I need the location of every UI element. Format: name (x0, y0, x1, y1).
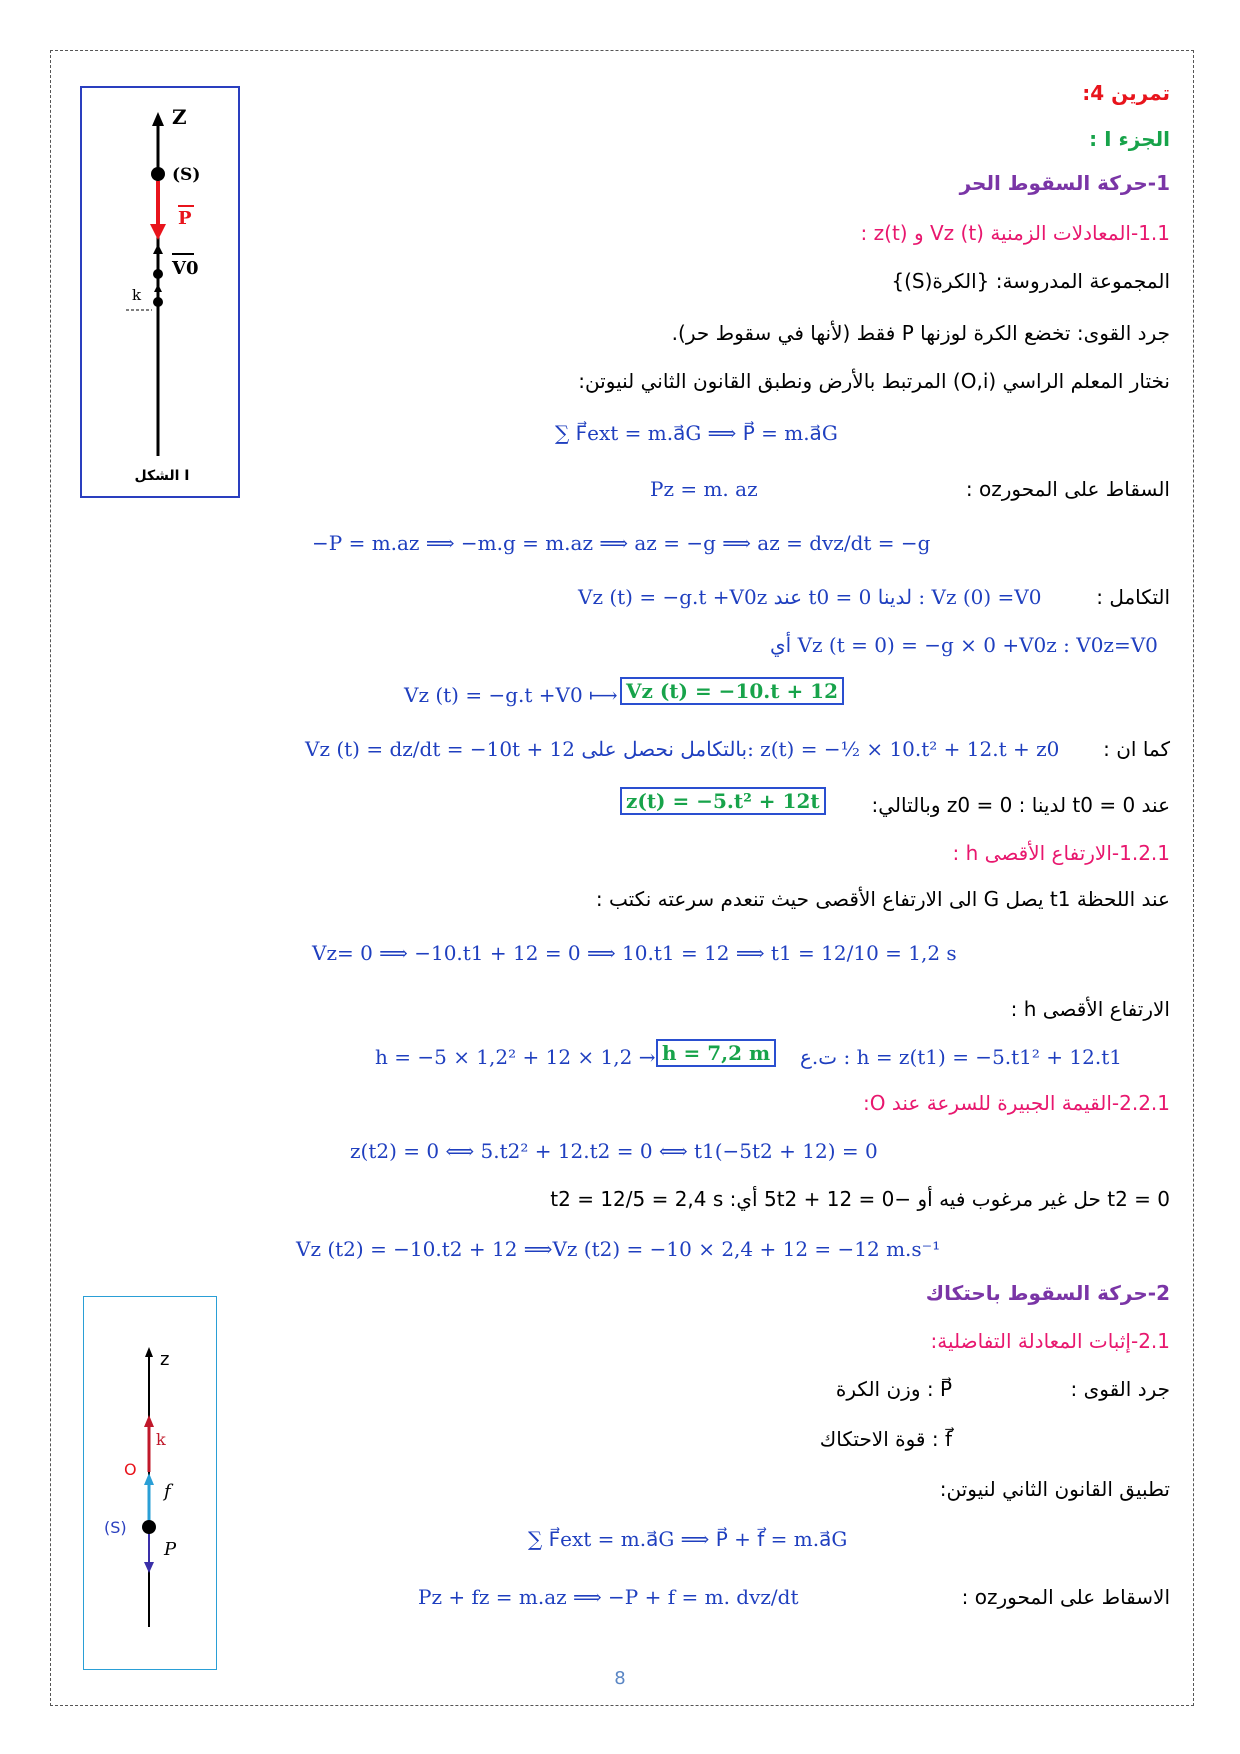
z0-line: عند t0 = 0 لدينا : z0 = 0 وبالتالي: (871, 793, 1170, 817)
figure-2-diagram (84, 1297, 216, 1669)
part-title: الجزء I : (1089, 127, 1170, 151)
projection-label: السقاط على المحورoz : (965, 477, 1170, 501)
fig1-z-label: Z (172, 105, 187, 129)
projection-eq-2: Pz + fz = m.az ⟹ −P + f = m. dvz/dt (418, 1585, 799, 1609)
reach-line: عند اللحظة t1 يصل G الى الارتفاع الأقصى حيث تنعدم سرعته نكتب : (595, 887, 1170, 911)
fig2-o-label: O (124, 1460, 137, 1479)
z-eq: Vz (t) = dz/dt = −10t + 12 بالتكامل نحصل على: z(t) = −½ × 10.t² + 12.t + z0 (305, 737, 1060, 761)
frame-line: نختار المعلم الراسي (O,i) المرتبط بالأرض ونطبق القانون الثاني لنيوتن: (578, 369, 1170, 393)
fig2-f-label: f (164, 1481, 171, 1502)
h-eq: ت.ع : h = z(t1) = −5.t1² + 12.t1 (800, 1045, 1122, 1069)
z-result: z(t) = −5.t² + 12t (620, 788, 826, 814)
h-calc: h = −5 × 1,2² + 12 × 1,2 → (375, 1045, 656, 1069)
newton-eq-2: ∑ F⃗ext = m.a⃗G ⟹ P⃗ + f⃗ = m.a⃗G (528, 1527, 848, 1551)
fig2-z-label: z (160, 1349, 170, 1370)
t2-solution: t2 = 0 حل غير مرغوب فيه أو −5t2 + 12 = 0 أي: t2 = 12/5 = 2,4 s (550, 1187, 1170, 1211)
newton-eq-1: ∑ F⃗ext = m.a⃗G ⟹ P⃗ = m.a⃗G (555, 421, 838, 445)
force-weight: P⃗ : وزن الكرة (835, 1377, 952, 1401)
t1-eq: Vz= 0 ⟹ −10.t1 + 12 = 0 ⟹ 10.t1 = 12 ⟹ t1 = 12/10 = 1,2 s (312, 941, 957, 965)
fig2-k-label: k (156, 1430, 166, 1449)
v0z-eq: أي Vz (t = 0) = −g × 0 +V0z : V0z=V0 (770, 633, 1158, 657)
h-result: h = 7,2 m (656, 1040, 776, 1066)
acceleration-eq: −P = m.az ⟹ −m.g = m.az ⟹ az = −g ⟹ az = dvz/dt = −g (312, 531, 931, 555)
subsection-1-2-1: 1.2.1-الارتفاع الأقصى h : (952, 841, 1170, 865)
projection-label-2: الاسقاط على المحورoz : (961, 1585, 1170, 1609)
integration-eq: Vz (t) = −g.t +V0z عند t0 = 0 لدينا : Vz (0) =V0 (578, 585, 1042, 609)
figure-1-diagram (82, 88, 238, 496)
subsection-1-1: 1.1-المعادلات الزمنية Vz (t) و z(t) : (860, 221, 1170, 245)
system-line: المجموعة المدروسة: {الكرة(S)} (891, 269, 1170, 293)
vz-result: Vz (t) = −10.t + 12 (620, 678, 844, 704)
fig1-p-label: P (178, 208, 192, 229)
subsection-2-1: 2.1-إثبات المعادلة التفاضلية: (930, 1329, 1170, 1353)
fig1-s-label: (S) (172, 165, 201, 185)
forces-label-2: جرد القوى : (1070, 1377, 1170, 1401)
vt2-eq: Vz (t2) = −10.t2 + 12 ⟹Vz (t2) = −10 × 2,4 + 12 = −12 m.s⁻¹ (296, 1237, 941, 1261)
fig1-caption: الشكل I (134, 468, 190, 484)
figure-1 (80, 86, 240, 498)
integration-label: التكامل : (1096, 585, 1170, 609)
forces-line: جرد القوى: تخضع الكرة لوزنها P فقط (لأنها في سقوط حر). (671, 321, 1170, 345)
section-1-title: 1-حركة السقوط الحر (959, 171, 1170, 195)
fig1-v0-label: V0 (172, 258, 199, 279)
projection-eq: Pz = m. az (650, 477, 758, 501)
h-label: الارتفاع الأقصى h : (1010, 997, 1170, 1021)
subsection-2-2-1: 2.2.1-القيمة الجبيرة للسرعة عند O: (863, 1091, 1170, 1115)
z-label: كما ان : (1103, 737, 1170, 761)
force-friction: f⃗ : قوة الاحتكاك (819, 1427, 952, 1451)
newton-label-2: تطبيق القانون الثاني لنيوتن: (939, 1477, 1170, 1501)
fig2-p-label: P (164, 1539, 177, 1560)
exercise-title: تمرين 4: (1082, 81, 1170, 105)
figure-2 (83, 1296, 217, 1670)
fig2-s-label: (S) (104, 1518, 127, 1537)
section-2-title: 2-حركة السقوط باحتكاك (925, 1281, 1170, 1305)
vz-eq: Vz (t) = −g.t +V0 ⟼ (404, 683, 618, 707)
page-number: 8 (614, 1668, 626, 1689)
fig1-k-label: k (132, 286, 142, 304)
t2-eq: z(t2) = 0 ⟺ 5.t2² + 12.t2 = 0 ⟺ t1(−5t2 + 12) = 0 (350, 1139, 878, 1163)
